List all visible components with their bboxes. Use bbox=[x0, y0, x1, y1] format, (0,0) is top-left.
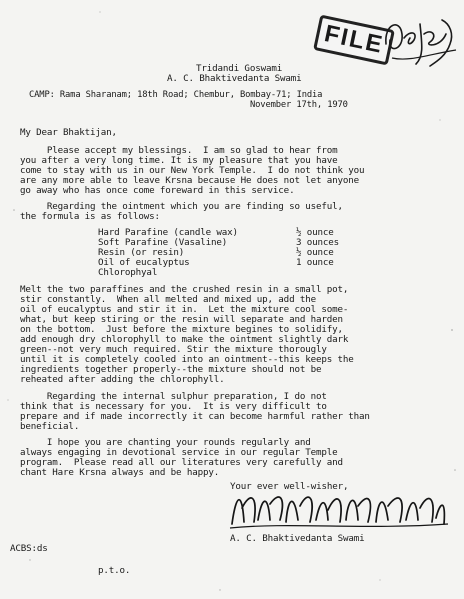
formula-item: Resin (or resin) bbox=[98, 247, 185, 258]
paragraph-4-line: Regarding the internal sulphur preparation, I do not bbox=[20, 391, 327, 402]
paragraph-4-line: think that is necessary for you. It is very difficult to bbox=[20, 401, 327, 412]
formula-quantity: 1 ounce bbox=[296, 257, 334, 268]
formula-quantity: ½ ounce bbox=[296, 247, 334, 258]
formula-quantity: 3 ounces bbox=[296, 237, 340, 248]
paragraph-3-line: Melt the two paraffines and the crushed resin in a small pot, bbox=[20, 284, 349, 295]
formula-quantity: ½ ounce bbox=[296, 227, 334, 238]
file-stamp: FILE bbox=[313, 14, 395, 65]
paragraph-3-line: until it is completely cooled into an ointment--this keeps the bbox=[20, 354, 354, 365]
letterhead-line2: A. C. Bhaktivedanta Swami bbox=[167, 73, 302, 84]
letterhead-line1: Tridandi Goswami bbox=[196, 63, 283, 74]
formula-item: Oil of eucalyptus bbox=[98, 257, 190, 268]
pto-note: p.t.o. bbox=[98, 565, 131, 576]
handwritten-signature bbox=[228, 481, 450, 532]
paragraph-5-line: chant Hare Krsna always and be happy. bbox=[20, 467, 220, 478]
signature-name: A. C. Bhaktivedanta Swami bbox=[230, 533, 365, 544]
formula-item: Chlorophyal bbox=[98, 267, 158, 278]
paragraph-3-line: reheated after adding the chlorophyll. bbox=[20, 374, 225, 385]
paragraph-1-line: go away who has once come foreward in this service. bbox=[20, 185, 295, 196]
paragraph-3-line: stir constantly. When all melted and mixed up, add the bbox=[20, 294, 316, 305]
paragraph-3-line: what, but keep stiring or the resin will separate and harden bbox=[20, 314, 343, 325]
paragraph-3-line: add enough dry chlorophyll to make the ointment slightly dark bbox=[20, 334, 349, 345]
paragraph-3-line: oil of eucalyptus and stir it in. Let the mixture cool some- bbox=[20, 304, 349, 315]
paragraph-3-line: ingredients together properly--the mixture should not be bbox=[20, 364, 322, 375]
paragraph-1-line: are any more able to leave Krsna because He does not let anyone bbox=[20, 175, 360, 186]
letter-date: November 17th, 1970 bbox=[250, 100, 348, 110]
paragraph-3-line: on the bottom. Just before the mixture begines to solidify, bbox=[20, 324, 343, 335]
initials: ACBS:ds bbox=[10, 543, 48, 554]
paragraph-5-line: always engaging in devotional service in our regular Temple bbox=[20, 447, 338, 458]
formula-item: Soft Parafine (Vasaline) bbox=[98, 237, 228, 248]
paragraph-5-line: I hope you are chanting your rounds regularly and bbox=[20, 437, 311, 448]
paragraph-1-line: come to stay with us in our New York Temple. I do not think you bbox=[20, 165, 365, 176]
paragraph-2-line: the formula is as follows: bbox=[20, 211, 160, 222]
paragraph-4-line: beneficial. bbox=[20, 421, 80, 432]
paragraph-4-line: prepare and if made incorrectly it can become harmful rather than bbox=[20, 411, 370, 422]
address-line: CAMP: Rama Sharanam; 18th Road; Chembur, Bombay-71; India bbox=[29, 90, 323, 100]
paragraph-1-line: Please accept my blessings. I am so glad to hear from bbox=[20, 145, 338, 156]
closing: Your ever well-wisher, bbox=[230, 481, 349, 492]
paragraph-2-line: Regarding the ointment which you are finding so useful, bbox=[20, 201, 343, 212]
paragraph-1-line: you after a very long time. It is my pleasure that you have bbox=[20, 155, 338, 166]
paragraph-3-line: green--not very much required. Stir the mixture thorougly bbox=[20, 344, 327, 355]
corner-handwritten-mark bbox=[380, 4, 462, 74]
paragraph-5-line: program. Please read all our literatures very carefully and bbox=[20, 457, 343, 468]
formula-item: Hard Parafine (candle wax) bbox=[98, 227, 238, 238]
salutation: My Dear Bhaktijan, bbox=[20, 127, 117, 138]
